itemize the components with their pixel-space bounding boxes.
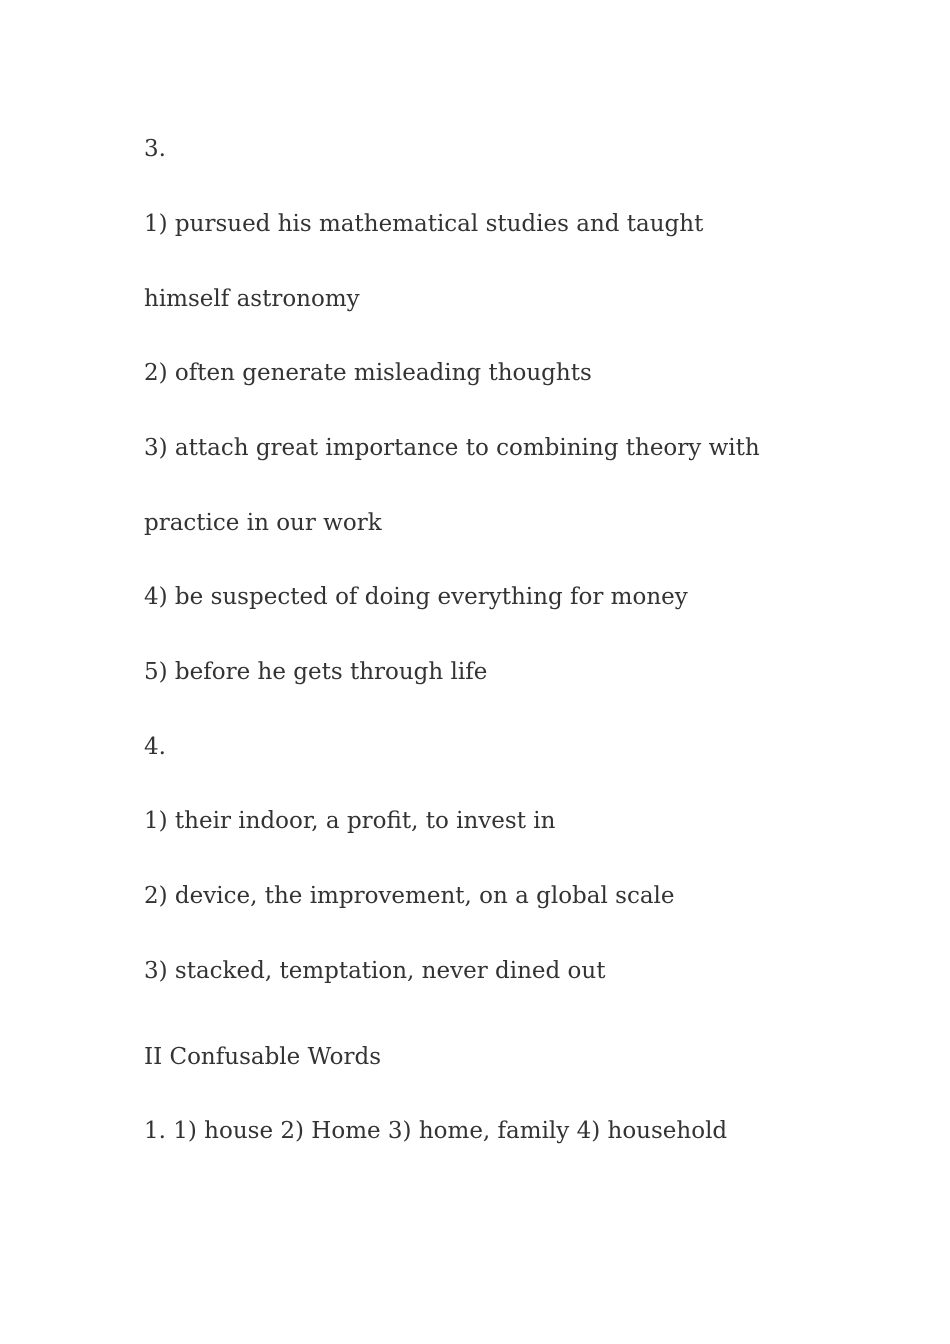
section-heading: II Confusable Words: [144, 1044, 382, 1070]
answer-line: 1) pursued his mathematical studies and taught: [144, 211, 704, 237]
answer-line: 2) often generate misleading thoughts: [144, 360, 592, 386]
answer-line: 3) stacked, temptation, never dined out: [144, 958, 606, 984]
answer-line: 3) attach great importance to combining theory with: [144, 435, 760, 461]
section-number-4: 4.: [144, 734, 166, 760]
answer-line: practice in our work: [144, 510, 382, 536]
answer-line: 5) before he gets through life: [144, 659, 488, 685]
answer-line: 4) be suspected of doing everything for money: [144, 584, 688, 610]
answer-line: 2) device, the improvement, on a global scale: [144, 883, 675, 909]
answer-line: himself astronomy: [144, 286, 360, 312]
answer-line: 1. 1) house 2) Home 3) home, family 4) household: [144, 1118, 728, 1144]
section-number-3: 3.: [144, 136, 166, 162]
answer-line: 1) their indoor, a profit, to invest in: [144, 808, 556, 834]
